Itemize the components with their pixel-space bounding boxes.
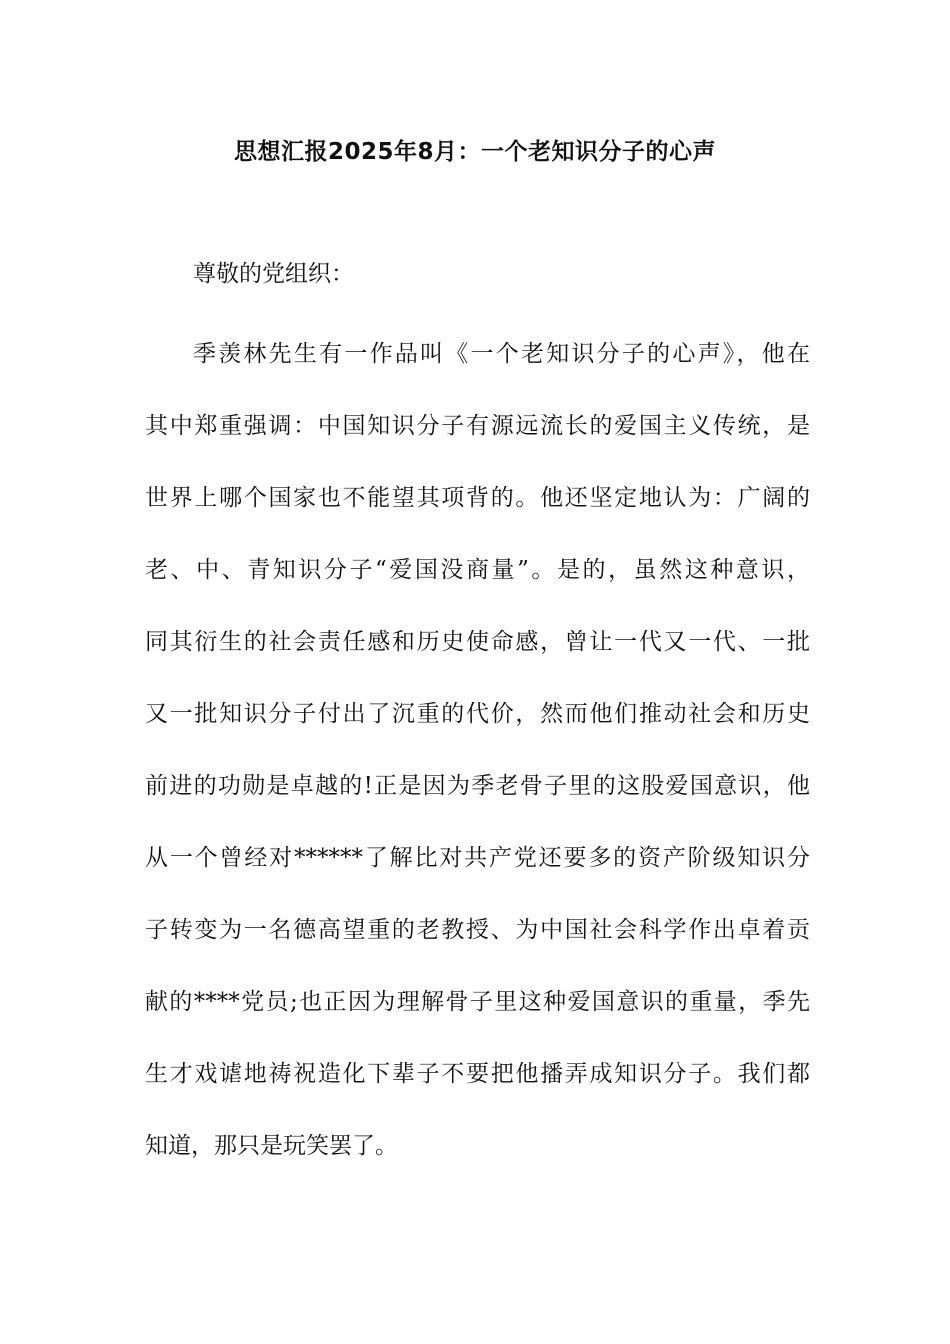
- body-line: 从一个曾经对******了解比对共产党还要多的资产阶级知识分: [145, 845, 810, 871]
- page-title: 思想汇报2025年8月：一个老知识分子的心声: [233, 139, 717, 165]
- body-line: 老、中、青知识分子“爱国没商量”。是的，虽然这种意识，: [145, 557, 810, 583]
- salutation: 尊敬的党组织：: [193, 261, 354, 287]
- body-line: 季羡林先生有一作品叫《一个老知识分子的心声》，他在: [193, 341, 810, 367]
- body-line: 又一批知识分子付出了沉重的代价，然而他们推动社会和历史: [145, 701, 810, 727]
- body-line: 生才戏谑地祷祝造化下辈子不要把他播弄成知识分子。我们都: [145, 1061, 810, 1087]
- body-line: 前进的功勋是卓越的!正是因为季老骨子里的这股爱国意识，他: [145, 773, 810, 799]
- body-line: 献的****党员;也正因为理解骨子里这种爱国意识的重量，季先: [145, 989, 810, 1015]
- body-line: 其中郑重强调：中国知识分子有源远流长的爱国主义传统，是: [145, 413, 810, 439]
- body-line: 知道，那只是玩笑罢了。: [145, 1133, 398, 1159]
- body-line: 同其衍生的社会责任感和历史使命感，曾让一代又一代、一批: [145, 629, 810, 655]
- body-line: 子转变为一名德高望重的老教授、为中国社会科学作出卓着贡: [145, 917, 810, 943]
- body-line: 世界上哪个国家也不能望其项背的。他还坚定地认为：广阔的: [145, 485, 810, 511]
